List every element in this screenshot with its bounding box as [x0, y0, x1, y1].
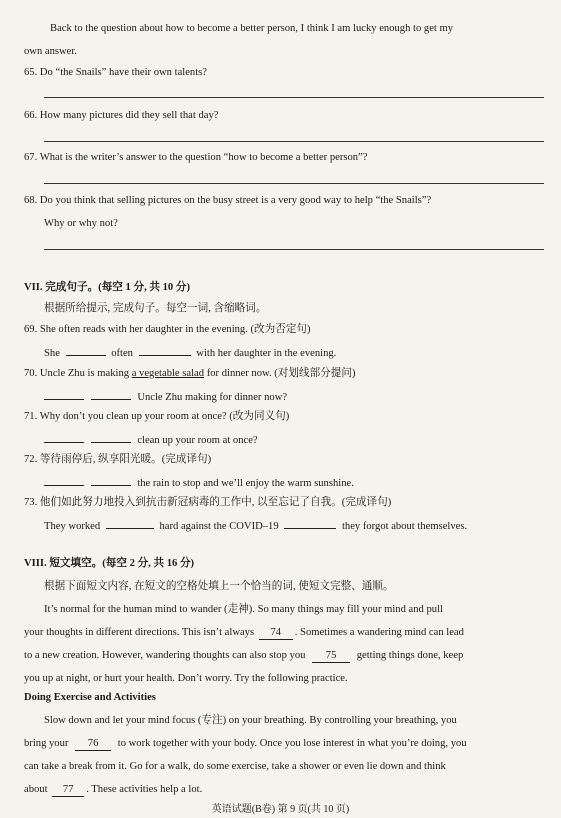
passage-text: to a new creation. However, wandering thoughts can also stop you [24, 650, 306, 661]
question-70-answer-row [44, 389, 287, 404]
blank-71-1[interactable] [44, 432, 84, 443]
passage-line: you up at night, or hurt your health. Don’t worry. Try the following practice. [24, 673, 348, 684]
blank-76[interactable]: 76 [75, 737, 111, 751]
section-7-instruction: 根据所给提示, 完成句子。每空一词, 含缩略词。 [44, 303, 267, 314]
blank-73-2[interactable] [284, 518, 336, 529]
blank-72-2[interactable] [91, 475, 131, 486]
question-69-answer-row [44, 345, 336, 360]
blank-70-1[interactable] [44, 389, 84, 400]
question-73-answer-row [44, 518, 467, 533]
q70-text: for dinner now. (对划线部分提问) [206, 368, 356, 379]
question-73: 73. 他们如此努力地投入到抗击新冠病毒的工作中, 以至忘记了自我。(完成译句) [24, 497, 392, 508]
q70-text: 70. Uncle Zhu is making [24, 368, 130, 379]
passage-line [24, 649, 463, 663]
section-7-title: VII. 完成句子。(每空 1 分, 共 10 分) [24, 282, 190, 293]
passage-text: about [24, 784, 48, 795]
blank-69-1[interactable] [66, 345, 106, 356]
q71-answer-text: clean up your room at once? [137, 435, 258, 446]
question-72: 72. 等待雨停后, 纵享阳光暖。(完成译句) [24, 454, 212, 465]
passage-text: . These activities help a lot. [86, 784, 203, 795]
passage-line: own answer. [24, 46, 77, 57]
q70-answer-text: Uncle Zhu making for dinner now? [137, 392, 288, 403]
question-70 [24, 367, 356, 380]
q69-word: often [111, 348, 133, 359]
section-8-title: VIII. 短文填空。(每空 2 分, 共 16 分) [24, 558, 195, 569]
answer-line-67[interactable] [44, 183, 544, 184]
passage-text: bring your [24, 738, 69, 749]
passage-line [24, 783, 202, 797]
blank-71-2[interactable] [91, 432, 131, 443]
q73-text: they forgot about themselves. [341, 521, 468, 532]
blank-75[interactable]: 75 [312, 649, 350, 663]
passage-line [24, 737, 467, 751]
q70-underlined-phrase: a vegetable salad [131, 368, 205, 379]
passage-line: Back to the question about how to become a better person, I think I am lucky enough to get my [50, 23, 454, 34]
section-8-instruction: 根据下面短文内容, 在短文的空格处填上一个恰当的词, 使短文完整、通顺。 [44, 581, 394, 592]
page-footer: 英语试题(B卷) 第 9 页(共 10 页) [211, 804, 350, 815]
passage-line: Slow down and let your mind focus (专注) on your breathing. By controlling your breathing, you [44, 715, 457, 726]
answer-line-66[interactable] [44, 141, 544, 142]
blank-70-2[interactable] [91, 389, 131, 400]
passage-text: your thoughts in different directions. This isn’t always [24, 627, 255, 638]
question-72-answer-row [44, 475, 354, 490]
question-69: 69. She often reads with her daughter in the evening. (改为否定句) [24, 324, 311, 335]
question-67: 67. What is the writer’s answer to the question “how to become a better person”? [24, 152, 368, 163]
blank-72-1[interactable] [44, 475, 84, 486]
q73-text: hard against the COVID–19 [159, 521, 279, 532]
q69-rest: with her daughter in the evening. [196, 348, 337, 359]
passage-line: can take a break from it. Go for a walk, do some exercise, take a shower or even lie down and think [24, 761, 446, 772]
question-68-followup: Why or why not? [44, 218, 118, 229]
passage-text: to work together with your body. Once you lose interest in what you’re doing, you [117, 738, 467, 749]
question-66: 66. How many pictures did they sell that day? [24, 110, 219, 121]
passage-line [24, 626, 464, 640]
passage-subheading: Doing Exercise and Activities [24, 692, 156, 703]
q73-text: They worked [44, 521, 101, 532]
q72-answer-text: the rain to stop and we’ll enjoy the warm sunshine. [137, 478, 354, 489]
blank-74[interactable]: 74 [259, 626, 293, 640]
passage-text: . Sometimes a wandering mind can lead [294, 627, 464, 638]
passage-text: getting things done, keep [356, 650, 464, 661]
question-68: 68. Do you think that selling pictures on the busy street is a very good way to help “the Snails”? [24, 195, 432, 206]
question-65: 65. Do “the Snails” have their own talents? [24, 67, 207, 78]
blank-77[interactable]: 77 [52, 783, 84, 797]
answer-line-68[interactable] [44, 249, 544, 250]
blank-73-1[interactable] [106, 518, 154, 529]
question-71: 71. Why don’t you clean up your room at once? (改为同义句) [24, 411, 290, 422]
answer-line-65[interactable] [44, 97, 544, 98]
question-71-answer-row [44, 432, 258, 447]
blank-69-2[interactable] [139, 345, 191, 356]
q69-word: She [44, 348, 60, 359]
passage-line: It’s normal for the human mind to wander (走神). So many things may fill your mind and pull [44, 604, 443, 615]
